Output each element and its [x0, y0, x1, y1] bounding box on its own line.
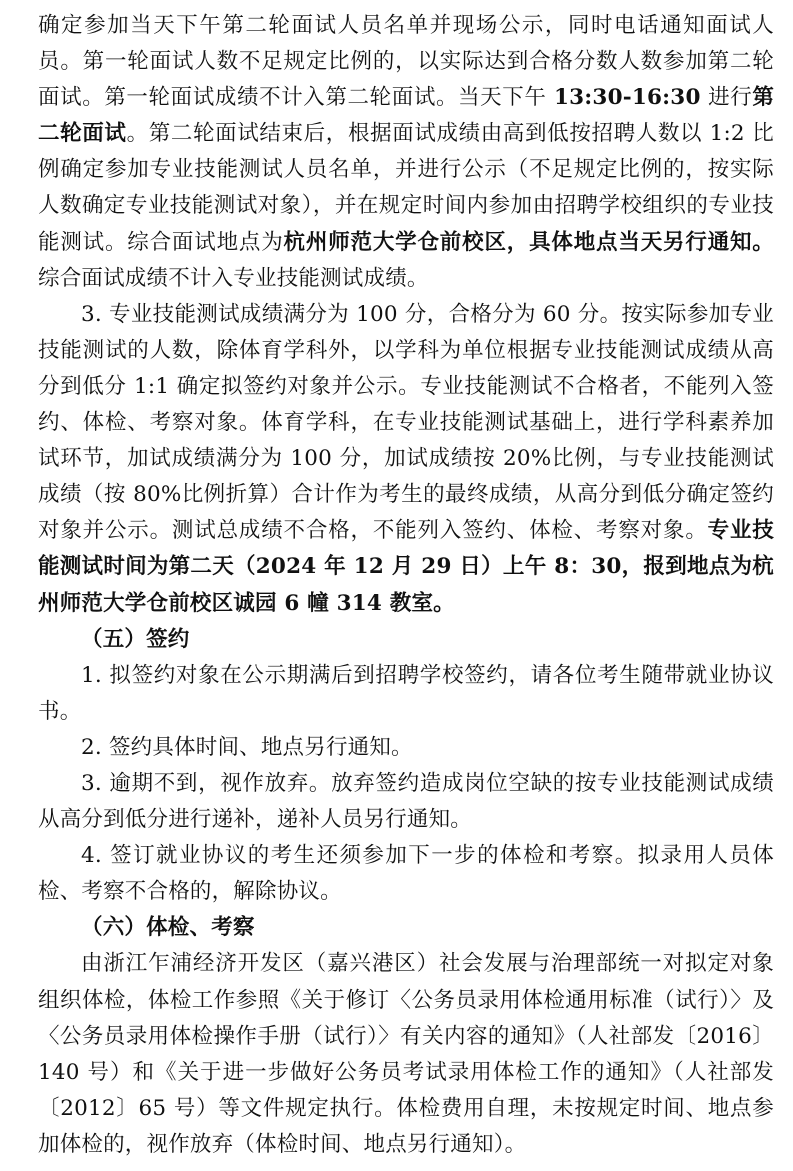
text-run: 综合面试成绩不计入专业技能测试成绩。: [38, 265, 429, 291]
interview-location-emphasis: 杭州师范大学仓前校区，具体地点当天另行通知。: [283, 229, 775, 255]
text-run: 。第二轮面试结束后，根据面试成绩由高到低按招聘人数以 1:2 比例确定参加专业技能测试人员名单，并进行公示（不足规定比例的，按实际人数确定专业技能测试对象），并在规定时间内参加由招聘学校组织的专业技能测试。综合面试地点为: [38, 121, 774, 255]
section-heading-medical-check: （六）体检、考察: [81, 915, 255, 941]
section-heading-signing: （五）签约: [81, 626, 190, 652]
paragraph-medical-check: 由浙江乍浦经济开发区（嘉兴港区）社会发展与治理部统一对拟定对象组织体检，体检工作参照《关于修订〈公务员录用体检通用标准（试行）〉及〈公务员录用体检操作手册（试行）〉有关内容的通知》（人社部发〔2016〕140 号）和《关于进一步做好公务员考试录用体检工作的通知》（人社部发〔2012〕65 号）等文件规定执行。体检费用自理，未按规定时间、地点参加体检的，视作放弃（体检时间、地点另行通知）。: [38, 951, 774, 1157]
interview-round-emphasis: 第二轮面试: [38, 85, 775, 147]
paragraph-second-round-interview: [38, 8, 774, 297]
document-page: [38, 8, 774, 1163]
signing-item: 2. 签约具体时间、地点另行通知。: [81, 734, 413, 760]
text-run: 3. 专业技能测试成绩满分为 100 分，合格分为 60 分。按实际参加专业技能测试的人数，除体育学科外，以学科为单位根据专业技能测试成绩从高分到低分 1:1 确定拟签约对象并公示。专业技能测试不合格者，不能列入签约、体检、考察对象。体育学科，在专业技能测试基础上，进行学科素养加试环节，加试成绩满分为 100 分，加试成绩按 20%比例，与专业技能测试成绩（按 80%比例折算）合计作为考生的最终成绩，从高分到低分确定签约对象并公示。测试总成绩不合格，不能列入签约、体检、考察对象。: [38, 301, 774, 544]
interview-time: 13:30-16:30: [553, 85, 701, 111]
text-run: 确定参加当天下午第二轮面试人员名单并现场公示，同时电话通知面试人员。第一轮面试人数不足规定比例的，以实际达到合格分数人数参加第二轮面试。第一轮面试成绩不计入第二轮面试。当天下午: [38, 13, 774, 111]
signing-item: 4. 签订就业协议的考生还须参加下一步的体检和考察。拟录用人员体检、考察不合格的，解除协议。: [38, 843, 774, 905]
signing-item: 1. 拟签约对象在公示期满后到招聘学校签约，请各位考生随带就业协议书。: [38, 662, 774, 724]
text-run: 进行: [700, 85, 753, 111]
signing-item: 3. 逾期不到，视作放弃。放弃签约造成岗位空缺的按专业技能测试成绩从高分到低分进行递补，递补人员另行通知。: [38, 770, 774, 833]
skill-test-time-location: 专业技能测试时间为第二天（2024 年 12 月 29 日）上午 8：30，报到地点为杭州师范大学仓前校区诚园 6 幢 314 教室。: [38, 518, 774, 616]
paragraph-skill-test: [38, 297, 774, 622]
